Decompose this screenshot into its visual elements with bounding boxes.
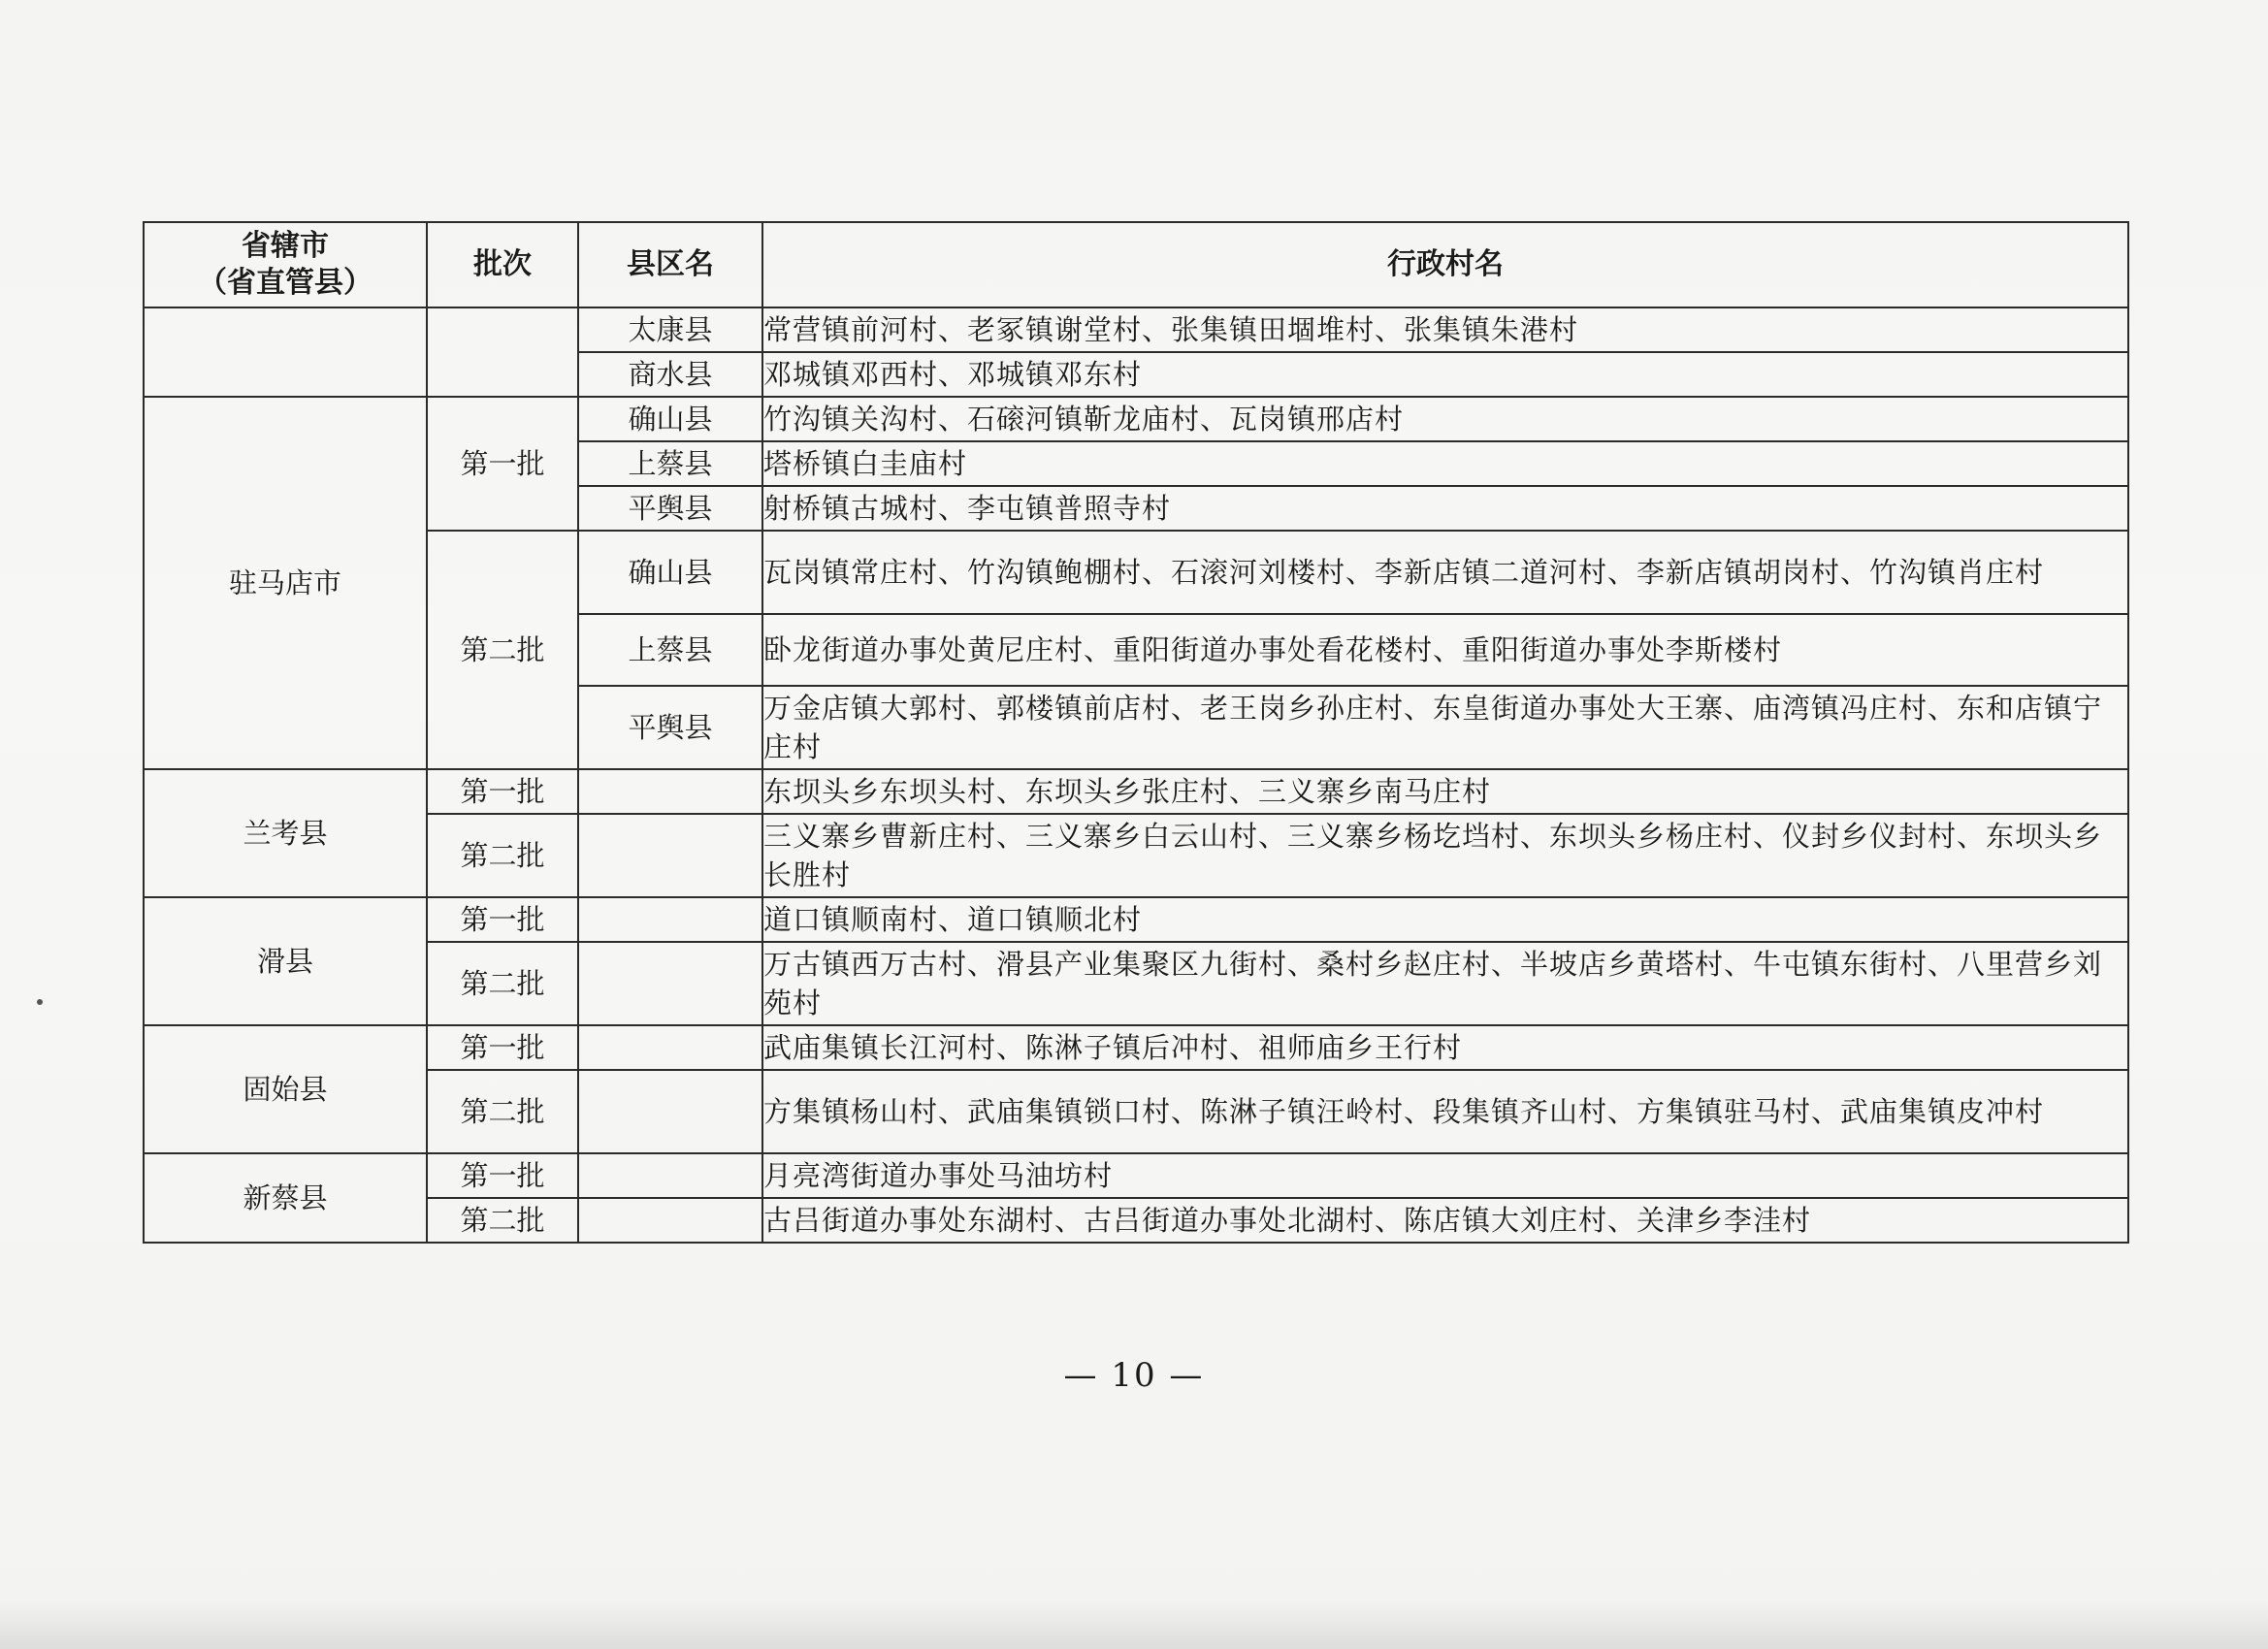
village-cell: 方集镇杨山村、武庙集镇锁口村、陈淋子镇汪岭村、段集镇齐山村、方集镇驻马村、武庙集镇皮冲村 [762,1070,2128,1153]
county-cell-empty [578,897,762,942]
village-cell: 万金店镇大郭村、郭楼镇前店村、老王岗乡孙庄村、东皇街道办事处大王寨、庙湾镇冯庄村、东和店镇宁庄村 [762,686,2128,769]
village-cell: 武庙集镇长江河村、陈淋子镇后冲村、祖师庙乡王行村 [762,1025,2128,1070]
header-city-line2: （省直管县） [198,266,373,300]
header-batch: 批次 [427,222,578,307]
batch-cell: 第一批 [427,1153,578,1198]
table-header-row [144,222,2128,307]
batch-cell: 第二批 [427,1198,578,1243]
city-cell: 固始县 [144,1025,427,1153]
batch-cell: 第一批 [427,897,578,942]
county-cell: 商水县 [578,352,762,397]
table-row [144,1153,2128,1198]
header-county: 县区名 [578,222,762,307]
header-village: 行政村名 [762,222,2128,307]
batch-cell: 第二批 [427,814,578,897]
village-cell: 竹沟镇关沟村、石磙河镇靳龙庙村、瓦岗镇邢店村 [762,397,2128,441]
village-cell: 常营镇前河村、老冢镇谢堂村、张集镇田堌堆村、张集镇朱港村 [762,307,2128,352]
scan-speck [37,999,43,1005]
village-cell: 东坝头乡东坝头村、东坝头乡张庄村、三义寨乡南马庄村 [762,769,2128,814]
county-cell-empty [578,1153,762,1198]
county-cell: 确山县 [578,397,762,441]
county-cell-empty [578,1198,762,1243]
table-row [144,897,2128,942]
city-cell: 滑县 [144,897,427,1025]
batch-cell: 第二批 [427,942,578,1025]
county-cell: 平舆县 [578,486,762,531]
batch-cell: 第二批 [427,531,578,769]
county-cell-empty [578,769,762,814]
village-cell: 道口镇顺南村、道口镇顺北村 [762,897,2128,942]
county-cell: 太康县 [578,307,762,352]
county-cell-empty [578,814,762,897]
county-cell: 上蔡县 [578,614,762,686]
village-cell: 瓦岗镇常庄村、竹沟镇鲍棚村、石滚河刘楼村、李新店镇二道河村、李新店镇胡岗村、竹沟镇肖庄村 [762,531,2128,614]
table-row [144,814,2128,897]
city-cell: 驻马店市 [144,397,427,769]
county-cell-empty [578,1070,762,1153]
batch-cell: 第一批 [427,1025,578,1070]
table-row [144,307,2128,352]
village-cell: 邓城镇邓西村、邓城镇邓东村 [762,352,2128,397]
village-cell: 万古镇西万古村、滑县产业集聚区九街村、桑村乡赵庄村、半坡店乡黄塔村、牛屯镇东街村、八里营乡刘苑村 [762,942,2128,1025]
village-cell: 月亮湾街道办事处马油坊村 [762,1153,2128,1198]
village-cell: 塔桥镇白圭庙村 [762,441,2128,486]
page-number: — 10 — [1063,1356,1205,1395]
county-cell-empty [578,1025,762,1070]
batch-cell: 第二批 [427,1070,578,1153]
county-cell: 上蔡县 [578,441,762,486]
county-cell: 确山县 [578,531,762,614]
header-city [144,222,427,307]
batch-cell-empty [427,307,578,397]
city-cell-empty [144,307,427,397]
table-row [144,1070,2128,1153]
village-cell: 射桥镇古城村、李屯镇普照寺村 [762,486,2128,531]
table-row [144,531,2128,614]
village-cell: 古吕街道办事处东湖村、古吕街道办事处北湖村、陈店镇大刘庄村、关津乡李洼村 [762,1198,2128,1243]
county-cell-empty [578,942,762,1025]
village-cell: 卧龙街道办事处黄尼庄村、重阳街道办事处看花楼村、重阳街道办事处李斯楼村 [762,614,2128,686]
scan-edge-shadow [0,1600,2268,1649]
table-row [144,942,2128,1025]
batch-cell: 第一批 [427,397,578,531]
batch-cell: 第一批 [427,769,578,814]
village-cell: 三义寨乡曹新庄村、三义寨乡白云山村、三义寨乡杨圪垱村、东坝头乡杨庄村、仪封乡仪封村、东坝头乡长胜村 [762,814,2128,897]
county-cell: 平舆县 [578,686,762,769]
table-row [144,1025,2128,1070]
table-row [144,397,2128,441]
header-city-line1: 省辖市 [242,229,329,263]
city-cell: 兰考县 [144,769,427,897]
table-row [144,769,2128,814]
city-cell: 新蔡县 [144,1153,427,1243]
village-list-table [143,221,2129,1244]
table-row [144,1198,2128,1243]
